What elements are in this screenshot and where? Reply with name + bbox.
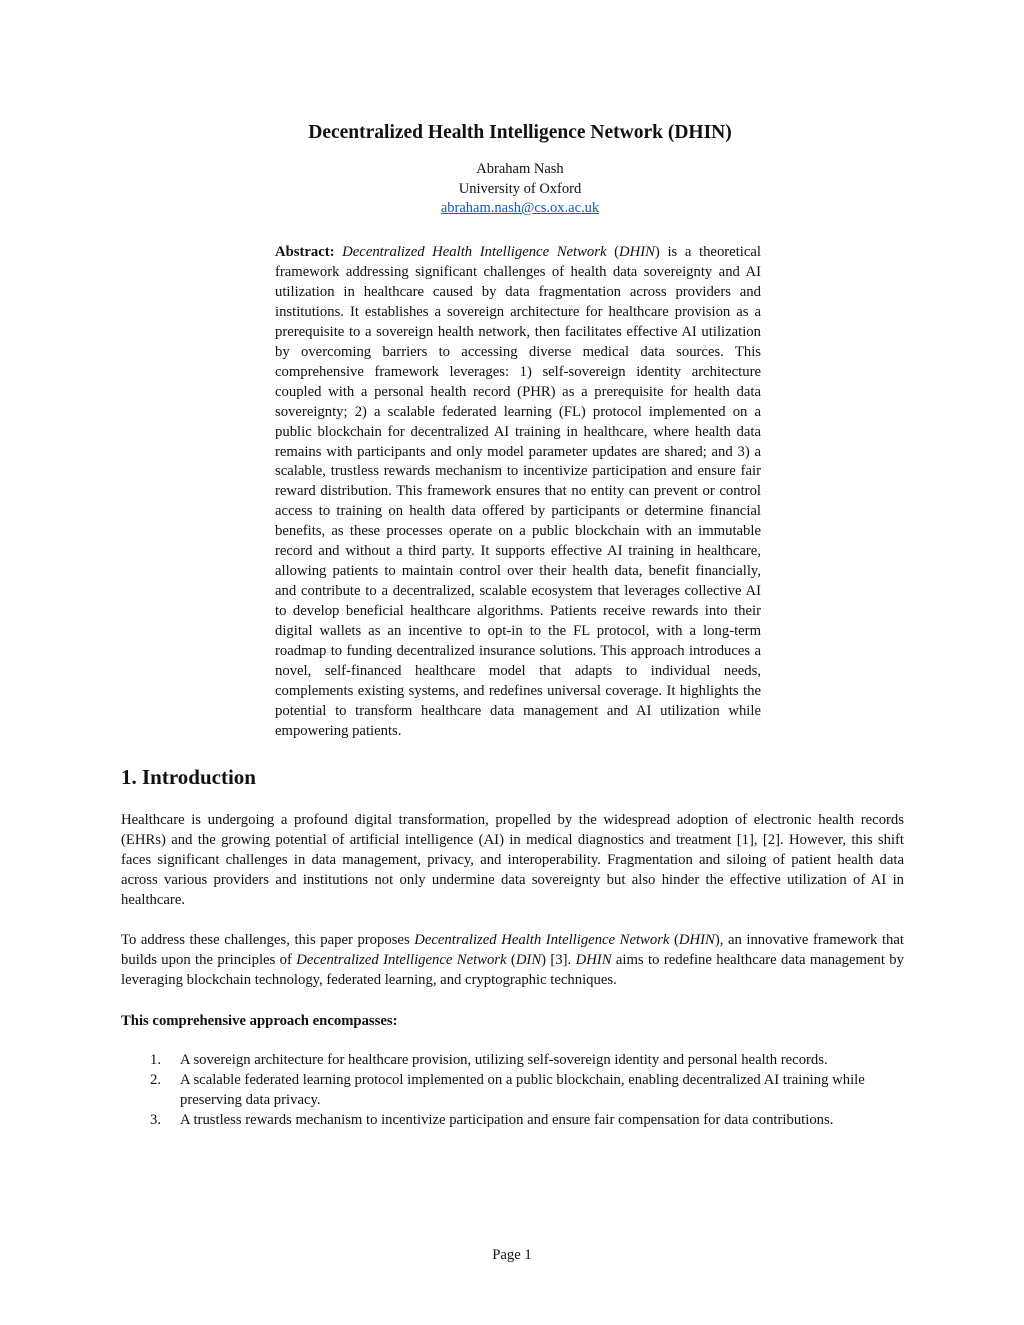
page-number: Page 1 [492, 1247, 532, 1263]
intro-paragraph-1: Healthcare is undergoing a profound digital transformation, propelled by the widespread adoption of electronic health records (EHRs) and the growing potential of artificial intelligence (AI) in medical diagnostics and treatment [1], [2]. However, this shift faces significant challenges in data management, privacy, and interoperability. Fragmentation and siloing of patient health data across various providers and institutions not only undermine data sovereignty but also hinder the effective utilization of AI in healthcare. [121, 812, 904, 908]
intro-paragraph-2: To address these challenges, this paper proposes Decentralized Health Intelligence Network (DHIN), an innovative framework that builds upon the principles of Decentralized Intelligence Network (DIN) [3]. DHIN aims to redefine healthcare data management by leveraging blockchain technology, federated learning, and cryptographic techniques. [121, 932, 904, 988]
abstract-framework-name: Decentralized Health Intelligence Network [342, 244, 607, 260]
approach-subheading: This comprehensive approach encompasses: [121, 1013, 398, 1029]
list-item: 3. A trustless rewards mechanism to incentivize participation and ensure fair compensation for data contributions. [150, 1112, 834, 1128]
abstract: Abstract: Decentralized Health Intelligence Network (DHIN) is a theoretical framework addressing significant challenges of health data sovereignty and AI utilization in healthcare caused by data fragmentation across providers and institutions. It establishes a sovereign architecture for healthcare provision as a prerequisite to a sovereign health network, then facilitates effective AI utilization by overcoming barriers to accessing diverse medical data sources. This comprehensive framework leverages: 1) self-sovereign identity architecture coupled with a personal health record (PHR) as a prerequisite for health data sovereignty; 2) a scalable federated learning (FL) protocol implemented on a public blockchain for decentralized AI training in healthcare, where health data remains with participants and only model parameter updates are shared; and 3) a scalable, trustless rewards mechanism to incentivize participation and ensure fair reward distribution. This framework ensures that no entity can prevent or control access to training on health data offered by participants or determine financial benefits, as these processes operate on a public blockchain with an immutable record and without a third party. It supports effective AI training in healthcare, allowing patients to maintain control over their health data, benefit financially, and contribute to a decentralized, scalable ecosystem that leverages collective AI to develop beneficial healthcare algorithms. Patients receive rewards into their digital wallets as an incentive to opt-in to the FL protocol, with a long-term roadmap to funding decentralized insurance solutions. This approach introduces a novel, self-financed healthcare model that adapts to individual needs, complements existing systems, and redefines universal coverage. It highlights the potential to transform healthcare data management and AI utilization while empowering patients. [275, 244, 761, 739]
list-item: 2. A scalable federated learning protocol implemented on a public blockchain, enabling decentralized AI training while preserving data privacy. [150, 1072, 865, 1108]
author-name: Abraham Nash [476, 161, 564, 177]
section-heading-introduction: 1. Introduction [121, 765, 256, 789]
list-item: 1. A sovereign architecture for healthcare provision, utilizing self-sovereign identity and personal health records. [150, 1052, 828, 1068]
abstract-acronym: DHIN [619, 244, 655, 260]
abstract-label: Abstract: [275, 244, 335, 260]
paper-title: Decentralized Health Intelligence Network (DHIN) [308, 122, 732, 143]
author-block [0, 160, 1024, 219]
author-email-link[interactable]: abraham.nash@cs.ox.ac.uk [440, 200, 600, 216]
approach-list [121, 1050, 904, 1130]
abstract-body: is a theoretical framework addressing significant challenges of health data sovereignty and AI utilization in healthcare caused by data fragmentation across providers and institutions. It establishes a sovereign architecture for healthcare provision as a prerequisite to a sovereign health network, then facilitates effective AI utilization by overcoming barriers to accessing diverse medical data sources. This comprehensive framework leverages: 1) self-sovereign identity architecture coupled with a personal health record (PHR) as a prerequisite for health data sovereignty; 2) a scalable federated learning (FL) protocol implemented on a public blockchain for decentralized AI training in healthcare, where health data remains with participants and only model parameter updates are shared; and 3) a scalable, trustless rewards mechanism to incentivize participation and ensure fair reward distribution. This framework ensures that no entity can prevent or control access to training on health data offered by participants or determine financial benefits, as these processes operate on a public blockchain with an immutable record and without a third party. It supports effective AI training in healthcare, allowing patients to maintain control over their health data, benefit financially, and contribute to a decentralized, scalable ecosystem that leverages collective AI to develop beneficial healthcare algorithms. Patients receive rewards into their digital wallets as an incentive to opt-in to the FL protocol, with a long-term roadmap to funding decentralized insurance solutions. This approach introduces a novel, self-financed healthcare model that adapts to individual needs, complements existing systems, and redefines universal coverage. It highlights the potential to transform healthcare data management and AI utilization while empowering patients. [275, 244, 761, 739]
author-affiliation: University of Oxford [458, 180, 582, 197]
